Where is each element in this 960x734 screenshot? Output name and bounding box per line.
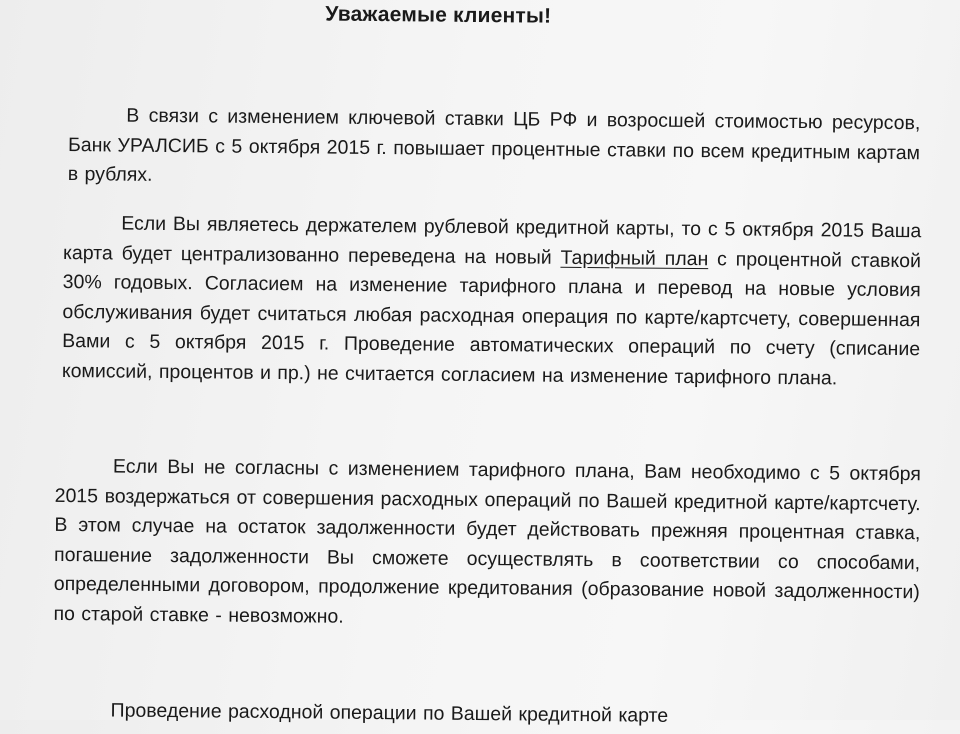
paragraph-cutoff bbox=[52, 696, 918, 734]
paragraph-text-end: с процентной ставкой 30% годовых. Согласием на изменение тарифного плана и перевод на новые условия обслуживания будет считаться любая расходная операция по карте/картсчету, совершенная Вами с 5 октября 2015 г. Проведение автоматических операций по счету (списание комиссий, процентов и пр.) не считается согласием на изменение тарифного плана. bbox=[61, 247, 922, 389]
paragraph-text-start: Если Вы являетесь держателем рублевой кредитной карты, то с 5 октября 2015 Ваша карта будет централизованно переведена на новый bbox=[62, 212, 922, 269]
paragraph-rate-increase bbox=[68, 101, 921, 198]
paragraph-new-tariff bbox=[62, 209, 922, 394]
paragraph-indent bbox=[68, 121, 126, 122]
paragraph-indent bbox=[55, 472, 113, 473]
notice-title: Уважаемые клиенты! bbox=[325, 2, 552, 28]
tariff-plan-link[interactable]: Тарифный план bbox=[560, 246, 709, 270]
paragraph-text: Проведение расходной операции по Вашей кредитной карте bbox=[110, 699, 669, 727]
paragraph-text: В связи с изменением ключевой ставки ЦБ РФ и возросшей стоимостью ресурсов, Банк УРАЛСИБ с 5 октября 2015 г. повышает процентные ставки по всем кредитным картам в рублях. bbox=[67, 104, 921, 186]
paragraph-indent bbox=[53, 716, 111, 717]
paragraph-indent bbox=[63, 229, 121, 230]
paragraph-disagreement bbox=[53, 452, 921, 637]
paragraph-text: Если Вы не согласны с изменением тарифного плана, Вам необходимо с 5 октября 2015 воздержаться от совершения расходных операций по Вашей кредитной карте/картсчету. В этом случае на остаток задолженности будет действовать прежняя процентная ставка, погашение задолженности Вы сможете осуществлять в соответствии со способами, определенными договором, продолжение кредитования (образование новой задолженности) по старой ставке - невозможно. bbox=[53, 455, 922, 628]
